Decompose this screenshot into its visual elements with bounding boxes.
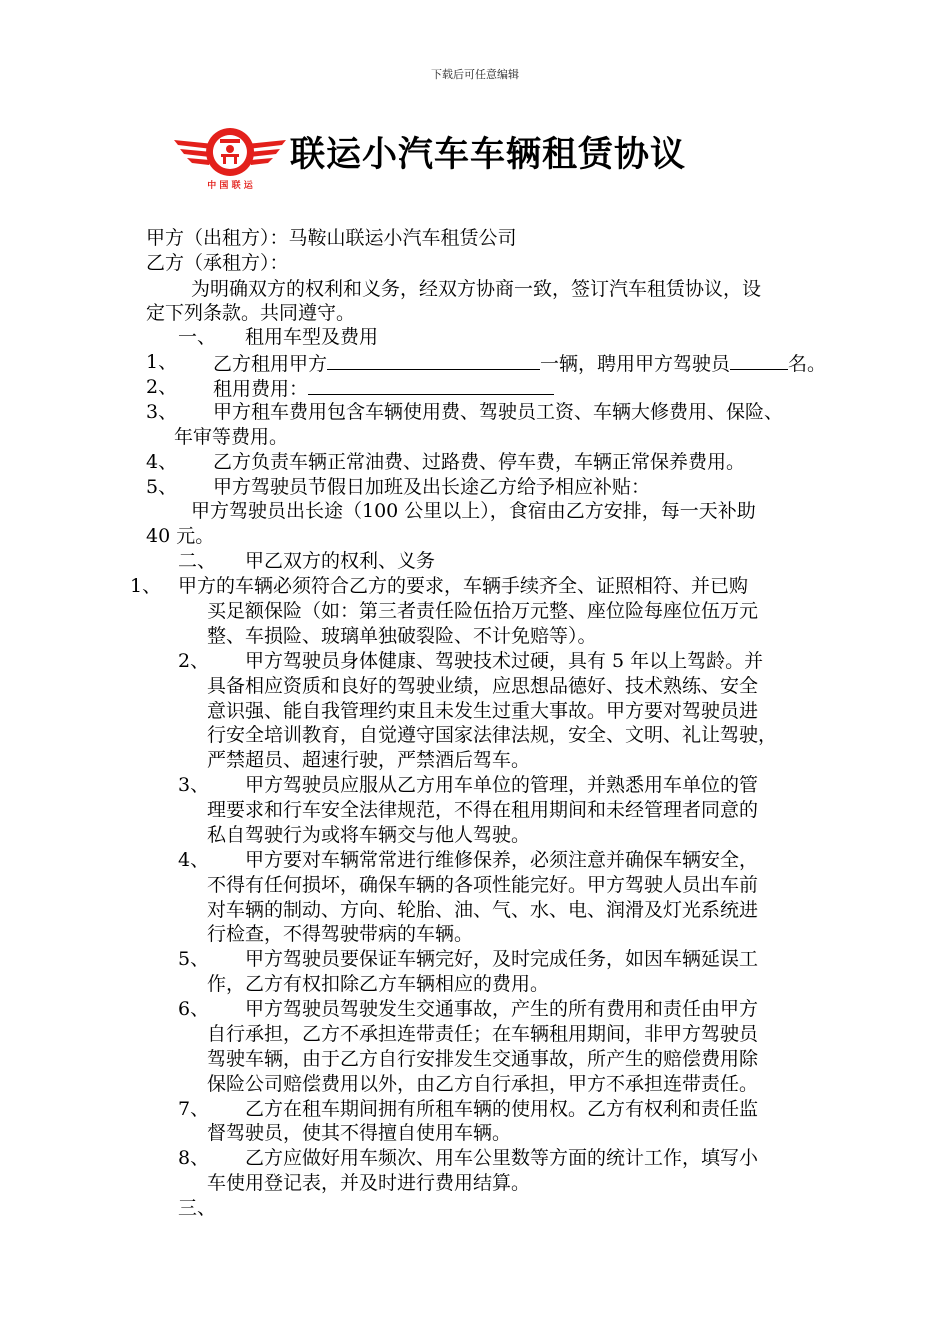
- intro-line-1: 为明确双方的权利和义务，经双方协商一致，签订汽车租赁协议，设: [191, 278, 762, 300]
- s2-item1-line-3: 整、车损险、玻璃单独破裂险、不计免赔等）。: [207, 625, 597, 647]
- s2-item3-line-3: 私自驾驶行为或将车辆交与他人驾驶。: [207, 824, 531, 846]
- logo-brand-text: 中 国 联 运: [207, 181, 253, 191]
- s1-item3-line-1: 甲方租车费用包含车辆使用费、驾驶员工资、车辆大修费用、保险、: [213, 401, 784, 423]
- s2-item7-line-2: 督驾驶员，使其不得擅自使用车辆。: [207, 1122, 512, 1144]
- s1-item1-text-c: 名。: [788, 353, 827, 375]
- s2-item5-num: 5、: [178, 948, 210, 970]
- fee-blank: [308, 375, 554, 395]
- s1-item5-text: 甲方驾驶员节假日加班及出长途乙方给予相应补贴：: [213, 476, 651, 498]
- s2-item5-line-1: 甲方驾驶员要保证车辆完好，及时完成任务，如因车辆延误工: [245, 948, 759, 970]
- s2-item6-line-4: 保险公司赔偿费用以外，由乙方自行承担，甲方不承担连带责任。: [207, 1073, 759, 1095]
- s1-item2-text: [213, 375, 554, 401]
- s1-item1-text-b: 一辆，聘用甲方驾驶员: [540, 353, 731, 375]
- s2-item2-line-1: 甲方驾驶员身体健康、驾驶技术过硬，具有 5 年以上驾龄。并: [245, 650, 764, 672]
- intro-line-2: 定下列条款。共同遵守。: [146, 302, 356, 324]
- s2-item6-num: 6、: [178, 998, 210, 1020]
- s2-item1-num: 1、: [130, 575, 162, 597]
- s2-item2-line-4: 行安全培训教育，自觉遵守国家法律法规，安全、文明、礼让驾驶，: [207, 724, 778, 746]
- s1-item2-num: 2、: [146, 376, 178, 398]
- s2-item8-line-1: 乙方应做好用车频次、用车公里数等方面的统计工作，填写小: [245, 1147, 759, 1169]
- section2-num: 二、: [178, 550, 217, 572]
- vehicle-blank: [327, 350, 540, 370]
- s1-item1-text-a: 乙方租用甲方: [213, 353, 328, 375]
- s2-item3-num: 3、: [178, 774, 210, 796]
- s1-item5-num: 5、: [146, 476, 178, 498]
- s1-item1-num: 1、: [146, 351, 178, 373]
- party-a: 甲方（出租方）：马鞍山联运小汽车租赁公司: [146, 227, 517, 249]
- s2-item2-num: 2、: [178, 650, 210, 672]
- lianyun-logo-icon: [172, 122, 288, 194]
- s2-item6-line-2: 自行承担，乙方不承担连带责任；在车辆租用期间，非甲方驾驶员: [207, 1023, 759, 1045]
- s2-item2-line-2: 具备相应资质和良好的驾驶业绩，应思想品德好、技术熟练、安全: [207, 675, 759, 697]
- s1-item4-num: 4、: [146, 451, 178, 473]
- s2-item7-num: 7、: [178, 1098, 210, 1120]
- s2-item1-line-1: 甲方的车辆必须符合乙方的要求，车辆手续齐全、证照相符、并已购: [178, 575, 749, 597]
- s2-item4-line-2: 不得有任何损坏，确保车辆的各项性能完好。甲方驾驶人员出车前: [207, 874, 759, 896]
- section1-num: 一、: [178, 326, 217, 348]
- s2-item4-line-4: 行检查，不得驾驶带病的车辆。: [207, 923, 474, 945]
- s2-item6-line-3: 驾驶车辆，由于乙方自行安排发生交通事故，所产生的赔偿费用除: [207, 1048, 759, 1070]
- section3-num: 三、: [178, 1197, 217, 1219]
- header-note: 下载后可任意编辑: [431, 68, 519, 81]
- s1-item3-line-2: 年审等费用。: [174, 426, 289, 448]
- section2-title: 甲乙双方的权利、义务: [245, 550, 436, 572]
- s1-item1-text: [213, 350, 826, 376]
- s2-item4-line-3: 对车辆的制动、方向、轮胎、油、气、水、电、润滑及灯光系统进: [207, 899, 759, 921]
- s2-item1-line-2: 买足额保险（如：第三者责任险伍拾万元整、座位险每座位伍万元: [207, 600, 759, 622]
- s2-item5-line-2: 作，乙方有权扣除乙方车辆相应的费用。: [207, 973, 550, 995]
- s2-item2-line-3: 意识强、能自我管理约束且未发生过重大事故。甲方要对驾驶员进: [207, 700, 759, 722]
- s2-item2-line-5: 严禁超员、超速行驶，严禁酒后驾车。: [207, 749, 531, 771]
- s2-item3-line-1: 甲方驾驶员应服从乙方用车单位的管理，并熟悉用车单位的管: [245, 774, 759, 796]
- s1-item4-text: 乙方负责车辆正常油费、过路费、停车费，车辆正常保养费用。: [213, 451, 746, 473]
- s2-item7-line-1: 乙方在租车期间拥有所租车辆的使用权。乙方有权利和责任监: [245, 1098, 759, 1120]
- s2-item4-line-1: 甲方要对车辆常常进行维修保养，必须注意并确保车辆安全，: [245, 849, 759, 871]
- s1-item3-num: 3、: [146, 401, 178, 423]
- section1-title: 租用车型及费用: [245, 326, 379, 348]
- subsidy-line-1: 甲方驾驶员出长途（100 公里以上），食宿由乙方安排，每一天补助: [191, 500, 756, 522]
- s2-item4-num: 4、: [178, 849, 210, 871]
- s1-item2-label: 租用费用：: [213, 378, 309, 400]
- document-title: 联运小汽车车辆租赁协议: [290, 134, 687, 175]
- party-b: 乙方（承租方）：: [146, 252, 289, 274]
- subsidy-line-2: 40 元。: [146, 525, 215, 547]
- s2-item6-line-1: 甲方驾驶员驾驶发生交通事故，产生的所有费用和责任由甲方: [245, 998, 759, 1020]
- s2-item3-line-2: 理要求和行车安全法律规范，不得在租用期间和未经管理者同意的: [207, 799, 759, 821]
- s2-item8-num: 8、: [178, 1147, 210, 1169]
- s2-item8-line-2: 车使用登记表，并及时进行费用结算。: [207, 1172, 531, 1194]
- driver-count-blank: [730, 350, 788, 370]
